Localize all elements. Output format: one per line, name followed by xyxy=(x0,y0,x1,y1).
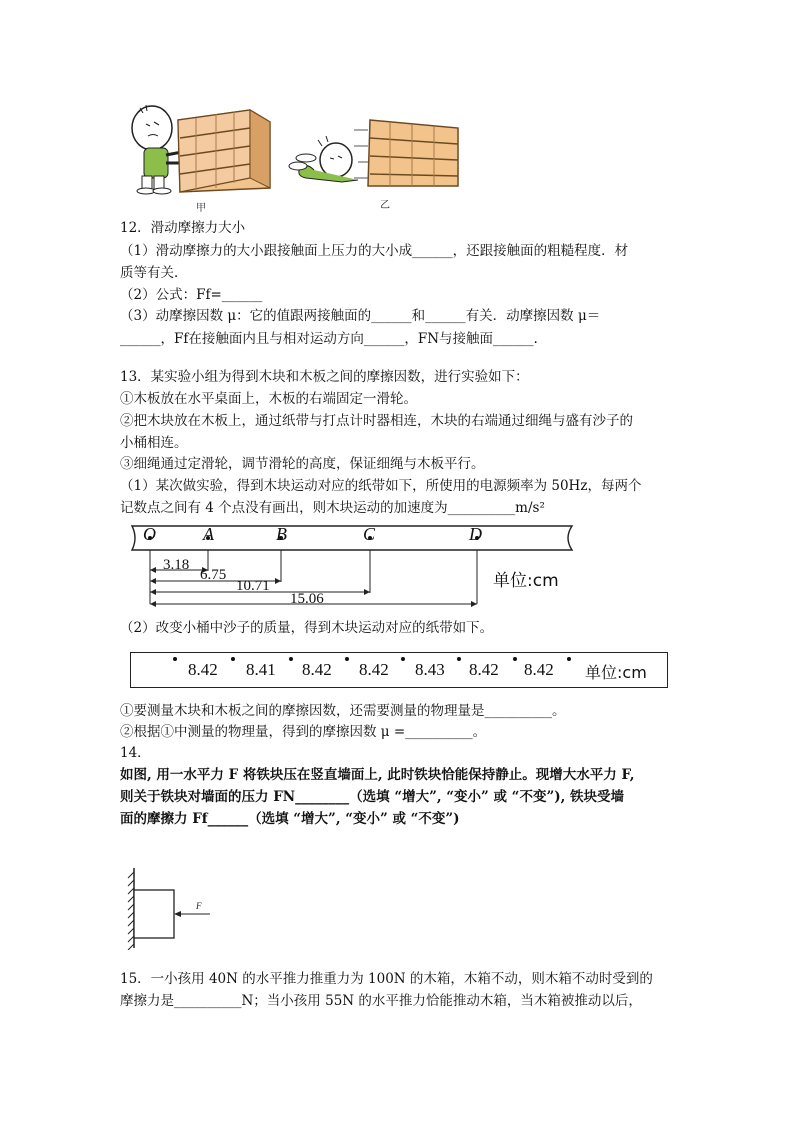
tape1-label-B: B xyxy=(276,524,287,544)
tape1-arrowhead xyxy=(471,601,477,607)
tape2-dot xyxy=(173,657,177,661)
q13-question-2: ②根据①中测量的物理量，得到的摩擦因数 μ =__________。 xyxy=(120,724,487,740)
q13-part1-b: 记数点之间有 4 个点没有画出，则木块运动的加速度为__________m/s² xyxy=(120,500,545,516)
tape1-dist-OC: 10.71 xyxy=(236,578,270,594)
q14-line-2: 则关于铁块对墙面的压力 FN________（选填 “增大”, “变小” 或 “不变”), 铁块受墙 xyxy=(120,789,625,805)
tape1-label-O: O xyxy=(143,524,156,544)
q12-line-4: （3）动摩擦因数 μ：它的值跟两接触面的______和______有关．动摩擦因数 μ＝ xyxy=(120,308,601,324)
tape2-dot xyxy=(231,657,235,661)
paper-tape-2 xyxy=(130,652,668,688)
q12-title: 12．滑动摩擦力大小 xyxy=(120,220,246,236)
q13-part1-a: （1）某次做实验，得到木块运动对应的纸带如下，所使用的电源频率为 50Hz，每两个 xyxy=(120,478,642,494)
figure-yi xyxy=(289,120,458,186)
q15-line-1: 15．一小孩用 40N 的水平推力推重力为 100N 的木箱，木箱不动，则木箱不动时受到的 xyxy=(120,971,653,987)
figure-jia xyxy=(132,105,270,194)
q14-line-1: 如图, 用一水平力 F 将铁块压在竖直墙面上, 此时铁块恰能保持静止。现增大水平力 F, xyxy=(120,767,635,783)
tape1-label-D: D xyxy=(469,524,482,544)
tape2-dot xyxy=(513,657,517,661)
tape1-dist-OD: 15.06 xyxy=(290,591,324,607)
q15-line-2: 摩擦力是__________N；当小孩用 55N 的水平推力恰能推动木箱，当木箱被推动以后， xyxy=(120,993,642,1009)
tape2-dot xyxy=(457,657,461,661)
force-label: F xyxy=(196,901,202,911)
tape1-unit: 单位:cm xyxy=(493,571,559,591)
tape2-unit: 单位:cm xyxy=(585,663,647,682)
tape2-dot xyxy=(567,657,571,661)
tape2-dot xyxy=(401,657,405,661)
q13-part2: （2）改变小桶中沙子的质量，得到木块运动对应的纸带如下。 xyxy=(120,620,494,636)
q13-step-1: ①木板放在水平桌面上，木板的右端固定一滑轮。 xyxy=(120,391,417,407)
figure-yi-caption: 乙 xyxy=(380,200,390,211)
q12-line-1: （1）滑动摩擦力的大小跟接触面上压力的大小成______，还跟接触面的粗糙程度．材 xyxy=(120,243,629,259)
q13-question-1: ①要测量木块和木板之间的摩擦因数，还需要测量的物理量是__________。 xyxy=(120,703,566,719)
q14-line-3: 面的摩擦力 Ff______（选填 “增大”, “变小” 或 “不变”) xyxy=(120,811,460,827)
q12-line-3: （2）公式：Ff=______ xyxy=(120,287,263,303)
q13-title: 13．某实验小组为得到木块和木板之间的摩擦因数，进行实验如下： xyxy=(120,369,529,385)
tape1-arrowhead xyxy=(364,589,370,595)
q12-line-2: 质等有关． xyxy=(120,265,188,281)
tape1-arrowhead xyxy=(150,601,156,607)
q13-step-2a: ②把木块放在木板上，通过纸带与打点计时器相连，木块的右端通过细绳与盛有沙子的 xyxy=(120,413,633,429)
tape1-dist-OB: 6.75 xyxy=(200,567,227,583)
tape1-arrowhead xyxy=(275,578,281,584)
tape1-arrowhead xyxy=(150,589,156,595)
q14-number: 14． xyxy=(120,745,151,761)
tape1-label-C: C xyxy=(363,524,376,544)
tape1-arrowhead xyxy=(150,578,156,584)
tape2-value-4: 8.42 xyxy=(359,660,389,679)
cartoon-figures xyxy=(118,100,478,215)
q13-step-3: ③细绳通过定滑轮，调节滑轮的高度，保证细绳与木板平行。 xyxy=(120,456,485,472)
tape2-value-5: 8.43 xyxy=(415,660,445,679)
iron-block xyxy=(134,890,174,938)
q13-step-2b: 小桶相连。 xyxy=(120,435,188,451)
tape1-label-A: A xyxy=(203,524,214,544)
tape2-value-7: 8.42 xyxy=(524,660,554,679)
tape2-value-3: 8.42 xyxy=(302,660,332,679)
tape2-value-2: 8.41 xyxy=(246,660,276,679)
figure-jia-caption: 甲 xyxy=(196,203,206,214)
tape2-dot xyxy=(289,657,293,661)
tape2-value-6: 8.42 xyxy=(469,660,499,679)
tape1-dist-OA: 3.18 xyxy=(163,557,190,573)
tape2-dot xyxy=(345,657,349,661)
q12-line-5: ______，Ff在接触面内且与相对运动方向______，FN与接触面______. xyxy=(120,331,538,347)
tape1-arrowhead xyxy=(150,567,156,573)
tape2-value-1: 8.42 xyxy=(188,660,218,679)
wall-block-diagram xyxy=(118,866,228,950)
